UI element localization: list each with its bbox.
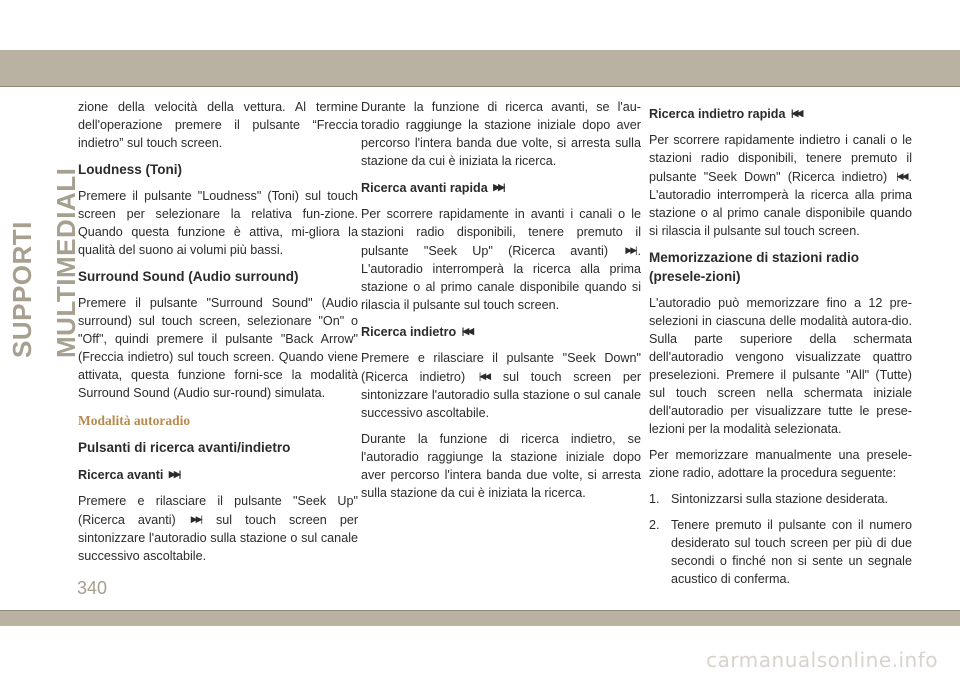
section-title: SUPPORTI MULTIMEDIALI bbox=[7, 167, 81, 358]
header-rule bbox=[0, 86, 960, 87]
seek-down-icon: |◀◀ bbox=[478, 371, 490, 381]
heading-ricerca-indietro-rapida bbox=[649, 104, 912, 123]
column-2 bbox=[361, 98, 641, 510]
header-band bbox=[0, 50, 960, 86]
footer-band bbox=[0, 611, 960, 626]
heading-ricerca-indietro-text: Ricerca indietro bbox=[361, 325, 457, 339]
heading-ricerca-avanti-rapida bbox=[361, 178, 641, 197]
column-3 bbox=[649, 98, 912, 596]
seek-up-icon: ▶▶| bbox=[625, 245, 636, 255]
memorizzazione-paragraph: L'autoradio può memorizzare fino a 12 pre-selezioni in ciascuna delle modalità autora-dio. Sulla parte superiore della schermata dell'autoradio vengono visualizzate quattro preselezioni. Premere il pulsante "All" (Tutte) sul touch screen nella schermata iniziale dell'autoradio per visualizzare tutte le prese-lezioni per la modalità selezionata. bbox=[649, 296, 912, 436]
indietro-text-b: sul touch screen per sintonizzare l'autoradio sulla stazione o sul canale successivo ascoltabile. bbox=[361, 370, 642, 420]
step-item bbox=[649, 516, 912, 588]
avanti-rapida-text-a: Per scorrere rapidamente in avanti i canali o le stazioni radio disponibili, tenere premuto il pulsante "Seek Up" (Ricerca avanti) bbox=[361, 207, 641, 258]
seek-up-icon: ▶▶| bbox=[493, 182, 504, 192]
heading-ricerca-indietro bbox=[361, 322, 641, 341]
heading-ricerca-avanti bbox=[78, 465, 358, 484]
watermark: carmanualsonline.info bbox=[706, 648, 938, 672]
heading-modalita-autoradio: Modalità autoradio bbox=[78, 413, 191, 428]
durante-avanti-paragraph: Durante la funzione di ricerca avanti, se l'au-toradio raggiunge la stazione iniziale dopo aver percorso l'intera banda due volte, si arresta sulla stazione da cui è iniziata la ricerca. bbox=[361, 100, 641, 168]
heading-pulsanti-ricerca: Pulsanti di ricerca avanti/indietro bbox=[78, 440, 291, 455]
intro-paragraph: zione della velocità della vettura. Al termine dell'operazione premere il pulsante “Freccia indietro” sul touch screen. bbox=[78, 100, 358, 150]
step-number: 2. bbox=[649, 518, 660, 532]
step-text: Sintonizzarsi sulla stazione desiderata. bbox=[671, 492, 889, 506]
heading-loudness: Loudness (Toni) bbox=[78, 162, 182, 177]
seek-down-icon: |◀◀ bbox=[896, 171, 907, 181]
heading-surround: Surround Sound (Audio surround) bbox=[78, 269, 299, 284]
avanti-rapida-text-b: . L'autoradio interromperà la ricerca alla prima stazione o al primo canale disponibile quando si rilascia il pulsante sul touch screen. bbox=[361, 244, 642, 312]
indietro-rapida-text-b: . L'autoradio interromperà la ricerca alla prima stazione o al primo canale disponibile quando si rilascia il pulsante sul touch screen. bbox=[649, 170, 912, 238]
heading-ricerca-indietro-rapida-text: Ricerca indietro rapida bbox=[649, 107, 786, 121]
ricerca-avanti-text-a: Premere e rilasciare il pulsante "Seek Up" (Ricerca avanti) bbox=[78, 494, 358, 527]
column-1 bbox=[78, 98, 358, 573]
heading-memorizzazione: Memorizzazione di stazioni radio (presele-zioni) bbox=[649, 250, 860, 284]
seek-up-icon: ▶▶| bbox=[190, 514, 201, 524]
indietro-rapida-text-a: Per scorrere rapidamente indietro i canali o le stazioni radio disponibili, tenere premuto il pulsante "Seek Down" (Ricerca indietro) bbox=[649, 133, 912, 184]
heading-ricerca-avanti-rapida-text: Ricerca avanti rapida bbox=[361, 181, 488, 195]
side-section-title bbox=[0, 94, 81, 358]
seek-up-icon: ▶▶| bbox=[168, 469, 180, 479]
indietro-paragraph bbox=[361, 349, 641, 422]
heading-ricerca-avanti-text: Ricerca avanti bbox=[78, 468, 164, 482]
indietro-rapida-paragraph bbox=[649, 131, 912, 240]
manuale-paragraph: Per memorizzare manualmente una presele-zione radio, adottare la procedura seguente: bbox=[649, 448, 912, 480]
ricerca-avanti-text-b: sul touch screen per sintonizzare l'autoradio sulla stazione o sul canale successivo ascoltabile. bbox=[78, 513, 359, 563]
procedure-steps bbox=[649, 490, 912, 588]
indietro-text-a: Premere e rilasciare il pulsante "Seek Down" (Ricerca indietro) bbox=[361, 351, 641, 384]
surround-paragraph: Premere il pulsante "Surround Sound" (Audio surround) sul touch screen, selezionare "On" o "Off", quindi premere il pulsante "Back Arrow" (Freccia indietro) sul touch screen. Quando viene attivata, questa funzione forni-sce la modalità Surround Sound (Audio sur-round) simulata. bbox=[78, 296, 358, 400]
page-number: 340 bbox=[77, 578, 108, 598]
ricerca-avanti-paragraph bbox=[78, 492, 358, 565]
seek-down-icon: |◀◀ bbox=[790, 108, 802, 118]
avanti-rapida-paragraph bbox=[361, 205, 641, 314]
step-item bbox=[649, 490, 912, 508]
loudness-paragraph: Premere il pulsante "Loudness" (Toni) sul touch screen per selezionare la relativa fun-zione. Quando questa funzione è attiva, mi-gliora la qualità del suono ai volumi più bassi. bbox=[78, 189, 358, 257]
step-text: Tenere premuto il pulsante con il numero desiderato sul touch screen per più di due secondi o finché non si sente un segnale acustico di conferma. bbox=[671, 518, 912, 586]
seek-down-icon: |◀◀ bbox=[461, 326, 473, 336]
step-number: 1. bbox=[649, 492, 660, 506]
durante-indietro-paragraph: Durante la funzione di ricerca indietro, se l'autoradio raggiunge la stazione iniziale dopo aver percorso l'intera banda due volte, si arresta sulla stazione da cui è iniziata la ricerca. bbox=[361, 432, 641, 500]
